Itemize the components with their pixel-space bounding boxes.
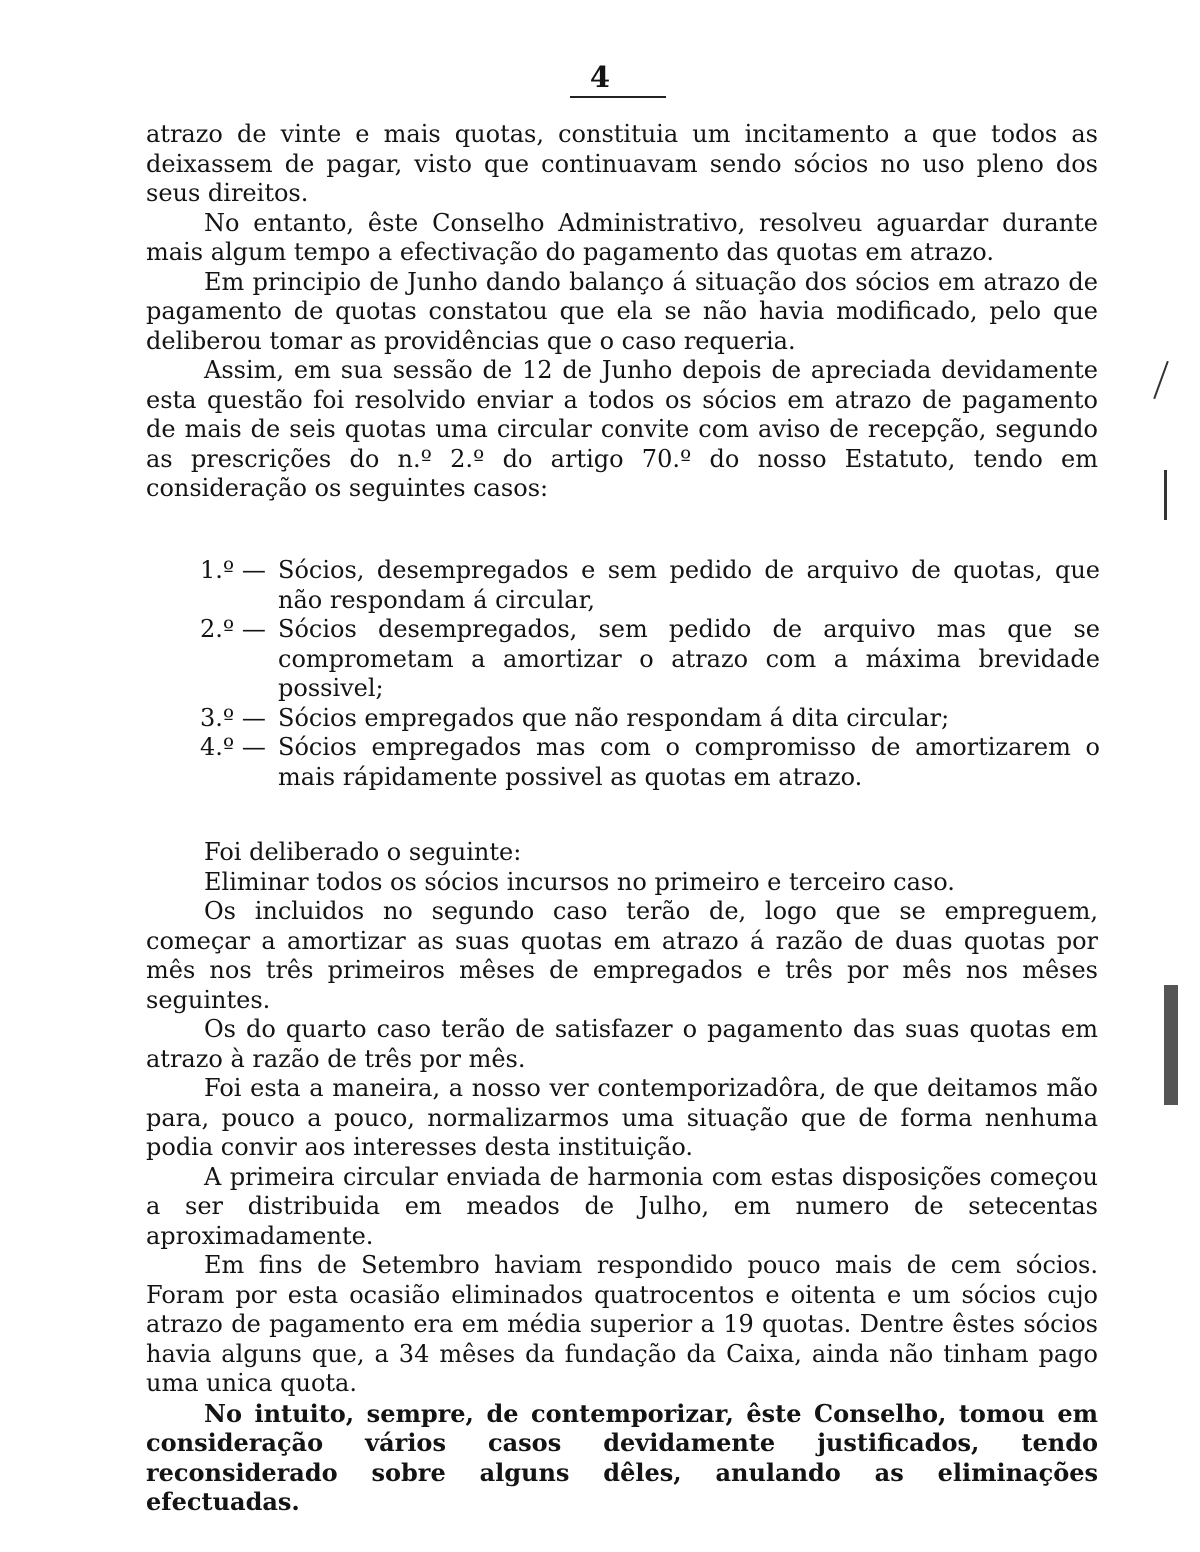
paragraph: A primeira circular enviada de harmonia com estas disposições começou a ser distribuida em meados de Julho, em numero de setecentas aproximadamente. — [146, 1162, 1098, 1250]
list-item-text: Sócios empregados que não respondam á dita circular; — [278, 703, 950, 732]
list-item-text: Sócios, desempregados e sem pedido de arquivo de quotas, que não respondam á circular, — [278, 556, 1100, 614]
list-item — [200, 615, 1100, 704]
list-item-number: 1.º — — [200, 556, 266, 584]
list-item — [200, 704, 1100, 734]
paragraph: Os do quarto caso terão de satisfazer o pagamento das suas quotas em atrazo à razão de três por mês. — [146, 1015, 1098, 1073]
paragraph: Assim, em sua sessão de 12 de Junho depois de apreciada devidamente esta questão foi resolvido enviar a todos os sócios em atrazo de pagamento de mais de seis quotas uma circular convite com aviso de recepção, segundo as prescrições do n.º 2.º do artigo 70.º do nosso Estatuto, tendo em consideração os seguintes casos: — [146, 356, 1098, 502]
paragraph: atrazo de vinte e mais quotas, constituia um incitamento a que todos as deixassem de pagar, visto que continuavam sendo sócios no uso pleno dos seus direitos. — [146, 120, 1098, 207]
list-item-number: 4.º — — [200, 733, 266, 761]
paragraph: Foi esta a maneira, a nosso ver contemporizadôra, de que deitamos mão para, pouco a pouco, normalizarmos uma situação que de forma nenhuma podia convir aos interesses desta instituição. — [146, 1074, 1098, 1161]
paragraph: Eliminar todos os sócios incursos no primeiro e terceiro caso. — [204, 867, 955, 896]
list-item-number: 2.º — — [200, 615, 266, 643]
page-number: 4 — [589, 60, 611, 94]
paragraph: Foi deliberado o seguinte: — [204, 838, 522, 866]
cases-list — [200, 556, 1100, 792]
scan-artifact — [1164, 470, 1167, 520]
paragraph: Em fins de Setembro haviam respondido pouco mais de cem sócios. Foram por esta ocasião eliminados quatrocentos e oitenta e um sócios cujo atrazo de pagamento era em média superior a 19 quotas. Dentre êstes sócios havia alguns que, a 34 mêses da fundação da Caixa, ainda não tinham pago uma unica quota. — [146, 1251, 1098, 1397]
paragraph: Em principio de Junho dando balanço á situação dos sócios em atrazo de pagamento de quotas constatou que ela se não havia modificado, pelo que deliberou tomar as providências que o caso requeria. — [146, 267, 1098, 355]
paragraph: No entanto, êste Conselho Administrativo, resolveu aguardar durante mais algum tempo a efectivação do pagamento das quotas em atrazo. — [146, 208, 1098, 266]
scan-artifact — [1164, 985, 1178, 1105]
paragraph: Os incluidos no segundo caso terão de, logo que se empreguem, começar a amortizar as suas quotas em atrazo á razão de duas quotas por mês nos três primeiros mêses de empregados e três por mês nos mêses seguintes. — [146, 897, 1098, 1014]
list-item-text: Sócios desempregados, sem pedido de arquivo mas que se comprometam a amortizar o atrazo com a máxima brevidade possivel; — [278, 615, 1100, 702]
list-item-number: 3.º — — [200, 703, 266, 732]
page-number-rule — [570, 96, 666, 98]
paragraph: No intuito, sempre, de contemporizar, êste Conselho, tomou em consideração vários casos devidamente justificados, tendo reconsiderado sobre alguns dêles, anulando as eliminações efectuadas. — [146, 1398, 1098, 1516]
list-item — [200, 733, 1100, 792]
body-bottom — [146, 838, 1098, 1517]
body-top — [146, 120, 1098, 504]
list-item — [200, 556, 1100, 615]
scan-artifact — [1153, 361, 1169, 399]
list-item-text: Sócios empregados mas com o compromisso de amortizarem o mais rápidamente possivel as quotas em atrazo. — [278, 733, 1100, 791]
